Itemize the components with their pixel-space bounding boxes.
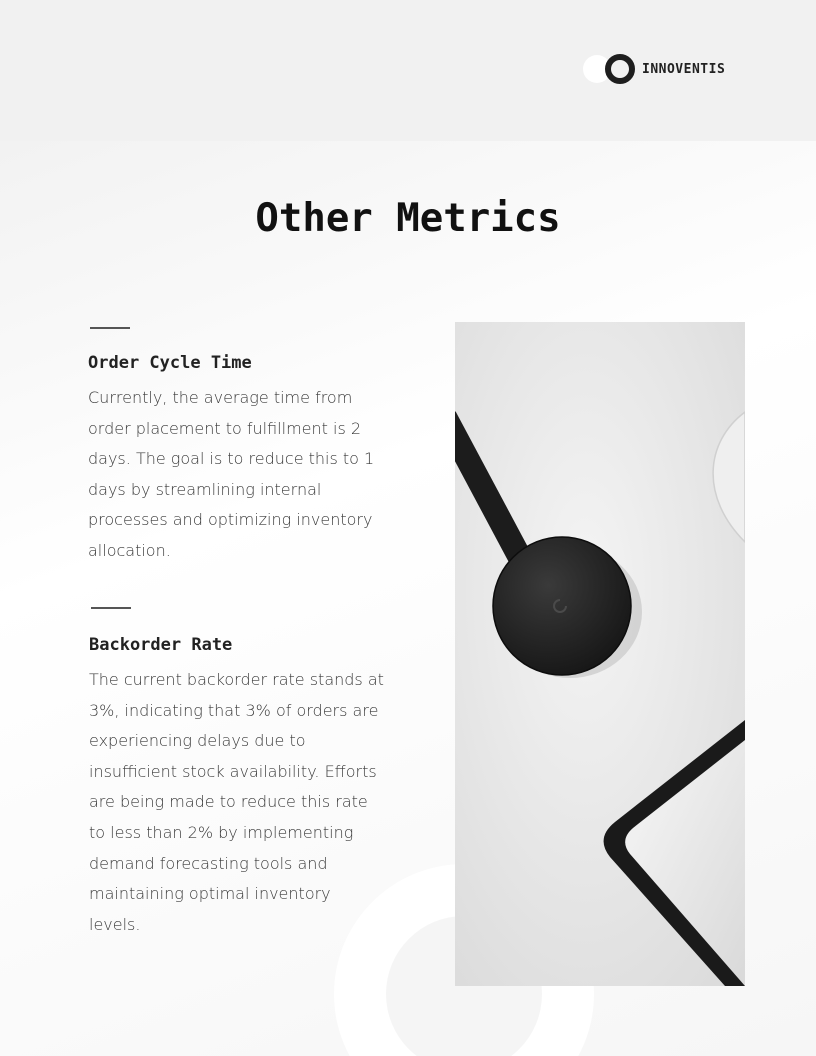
section-body-order-cycle-time: Currently, the average time from order placement to fulfillment is 2 days. The goal is to reduce this to 1 days by streamlining internal processes and optimizing inventory allocation. [88,388,375,560]
product-photo [455,322,745,986]
brand-logo [582,53,725,85]
section-heading-order-cycle-time: Order Cycle Time [88,353,252,373]
brand-name: INNOVENTIS [642,61,726,77]
streaming-device-image [455,322,745,986]
logo-mark-icon [582,53,634,85]
page-title: Other Metrics [255,196,561,241]
section-heading-backorder-rate: Backorder Rate [89,635,233,655]
section-divider [91,607,131,609]
section-body-backorder-rate: The current backorder rate stands at 3%, indicating that 3% of orders are experiencing delays due to insufficient stock availability. Efforts are being made to reduce this rate to less than 2% by implementing demand forecasting tools and maintaining optimal inventory levels. [89,670,384,934]
section-divider [90,327,130,329]
